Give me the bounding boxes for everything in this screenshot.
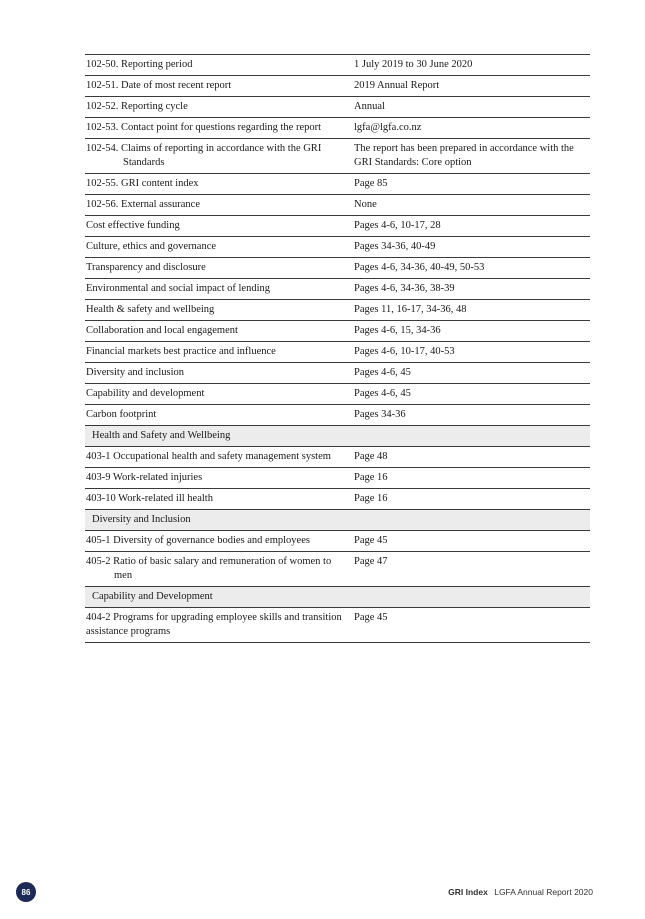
footer-publication: LGFA Annual Report 2020 bbox=[494, 887, 593, 897]
disclosure-cell bbox=[85, 321, 350, 342]
reference-cell: Page 47 bbox=[350, 552, 590, 587]
table-row bbox=[85, 447, 590, 468]
section-header-row bbox=[85, 587, 590, 608]
table-row bbox=[85, 55, 590, 76]
table-row bbox=[85, 237, 590, 258]
disclosure-label: 102-50. Reporting period bbox=[86, 59, 193, 70]
disclosure-label: 102-51. Date of most recent report bbox=[86, 80, 232, 91]
disclosure-cell bbox=[85, 118, 350, 139]
table-row bbox=[85, 363, 590, 384]
disclosure-cell bbox=[85, 216, 350, 237]
reference-cell: Page 16 bbox=[350, 489, 590, 510]
reference-cell: 1 July 2019 to 30 June 2020 bbox=[350, 55, 590, 76]
disclosure-cell bbox=[85, 405, 350, 426]
disclosure-cell bbox=[85, 55, 350, 76]
disclosure-label: 102-54. Claims of reporting in accordance with the GRI Standards bbox=[86, 143, 322, 168]
table-row bbox=[85, 552, 590, 587]
disclosure-label: Culture, ethics and governance bbox=[86, 241, 217, 252]
disclosure-label: Transparency and disclosure bbox=[86, 262, 206, 273]
reference-cell: Pages 4-6, 34-36, 40-49, 50-53 bbox=[350, 258, 590, 279]
disclosure-cell bbox=[85, 139, 350, 174]
disclosure-label: 405-1 Diversity of governance bodies and employees bbox=[86, 535, 310, 546]
disclosure-label: Financial markets best practice and influence bbox=[86, 346, 276, 357]
section-title: Diversity and Inclusion bbox=[85, 510, 590, 531]
disclosure-cell bbox=[85, 489, 350, 510]
table-row bbox=[85, 195, 590, 216]
reference-cell: lgfa@lgfa.co.nz bbox=[350, 118, 590, 139]
disclosure-cell bbox=[85, 237, 350, 258]
table-row bbox=[85, 531, 590, 552]
disclosure-label: Capability and development bbox=[86, 388, 205, 399]
reference-cell: The report has been prepared in accordance with the GRI Standards: Core option bbox=[350, 139, 590, 174]
reference-cell: Page 45 bbox=[350, 531, 590, 552]
gri-index-table bbox=[85, 54, 590, 643]
section-header-row bbox=[85, 426, 590, 447]
disclosure-label: 102-53. Contact point for questions regarding the report bbox=[86, 122, 322, 133]
reference-cell: Pages 11, 16-17, 34-36, 48 bbox=[350, 300, 590, 321]
footer-running-title bbox=[448, 887, 593, 897]
disclosure-label: Health & safety and wellbeing bbox=[86, 304, 215, 315]
disclosure-cell bbox=[85, 195, 350, 216]
disclosure-cell bbox=[85, 384, 350, 405]
section-title: Capability and Development bbox=[85, 587, 590, 608]
reference-cell: Page 45 bbox=[350, 608, 590, 643]
table-row bbox=[85, 216, 590, 237]
disclosure-cell bbox=[85, 174, 350, 195]
reference-cell: 2019 Annual Report bbox=[350, 76, 590, 97]
disclosure-cell bbox=[85, 608, 350, 643]
disclosure-label: Carbon footprint bbox=[86, 409, 157, 420]
table-row bbox=[85, 76, 590, 97]
disclosure-label: 403-9 Work-related injuries bbox=[86, 472, 203, 483]
disclosure-label: 102-56. External assurance bbox=[86, 199, 200, 210]
reference-cell: Page 85 bbox=[350, 174, 590, 195]
disclosure-label: 405-2 Ratio of basic salary and remuneration of women to men bbox=[86, 556, 332, 581]
page-number-badge bbox=[16, 882, 36, 902]
gri-index-body bbox=[85, 55, 590, 643]
reference-cell: Pages 4-6, 10-17, 40-53 bbox=[350, 342, 590, 363]
table-row bbox=[85, 279, 590, 300]
disclosure-label: 403-10 Work-related ill health bbox=[86, 493, 213, 504]
table-row bbox=[85, 384, 590, 405]
reference-cell: Pages 34-36 bbox=[350, 405, 590, 426]
disclosure-cell bbox=[85, 363, 350, 384]
table-row bbox=[85, 174, 590, 195]
table-row bbox=[85, 468, 590, 489]
disclosure-cell bbox=[85, 300, 350, 321]
reference-cell: Annual bbox=[350, 97, 590, 118]
section-title: Health and Safety and Wellbeing bbox=[85, 426, 590, 447]
disclosure-label: 102-52. Reporting cycle bbox=[86, 101, 188, 112]
disclosure-cell bbox=[85, 258, 350, 279]
reference-cell: Pages 4-6, 10-17, 28 bbox=[350, 216, 590, 237]
reference-cell: None bbox=[350, 195, 590, 216]
disclosure-cell bbox=[85, 97, 350, 118]
table-row bbox=[85, 300, 590, 321]
disclosure-label: 403-1 Occupational health and safety management system bbox=[86, 451, 331, 462]
disclosure-cell bbox=[85, 76, 350, 97]
reference-cell: Page 48 bbox=[350, 447, 590, 468]
section-header-row bbox=[85, 510, 590, 531]
table-row bbox=[85, 321, 590, 342]
reference-cell: Pages 4-6, 34-36, 38-39 bbox=[350, 279, 590, 300]
reference-cell: Pages 4-6, 45 bbox=[350, 384, 590, 405]
table-row bbox=[85, 342, 590, 363]
disclosure-cell bbox=[85, 342, 350, 363]
reference-cell: Pages 4-6, 45 bbox=[350, 363, 590, 384]
reference-cell: Page 16 bbox=[350, 468, 590, 489]
table-row bbox=[85, 258, 590, 279]
disclosure-cell bbox=[85, 531, 350, 552]
disclosure-label: Cost effective funding bbox=[86, 220, 180, 231]
table-row bbox=[85, 608, 590, 643]
reference-cell: Pages 4-6, 15, 34-36 bbox=[350, 321, 590, 342]
disclosure-label: 102-55. GRI content index bbox=[86, 178, 199, 189]
disclosure-label: 404-2 Programs for upgrading employee skills and transition assistance programs bbox=[86, 612, 342, 637]
disclosure-label: Environmental and social impact of lending bbox=[86, 283, 270, 294]
disclosure-label: Collaboration and local engagement bbox=[86, 325, 238, 336]
footer-section: GRI Index bbox=[448, 887, 488, 897]
page-footer bbox=[0, 880, 645, 904]
table-row bbox=[85, 118, 590, 139]
disclosure-cell bbox=[85, 447, 350, 468]
disclosure-cell bbox=[85, 279, 350, 300]
table-row bbox=[85, 97, 590, 118]
disclosure-cell bbox=[85, 468, 350, 489]
disclosure-label: Diversity and inclusion bbox=[86, 367, 184, 378]
table-row bbox=[85, 405, 590, 426]
table-row bbox=[85, 139, 590, 174]
reference-cell: Pages 34-36, 40-49 bbox=[350, 237, 590, 258]
table-row bbox=[85, 489, 590, 510]
page-number: 86 bbox=[21, 887, 31, 897]
disclosure-cell bbox=[85, 552, 350, 587]
